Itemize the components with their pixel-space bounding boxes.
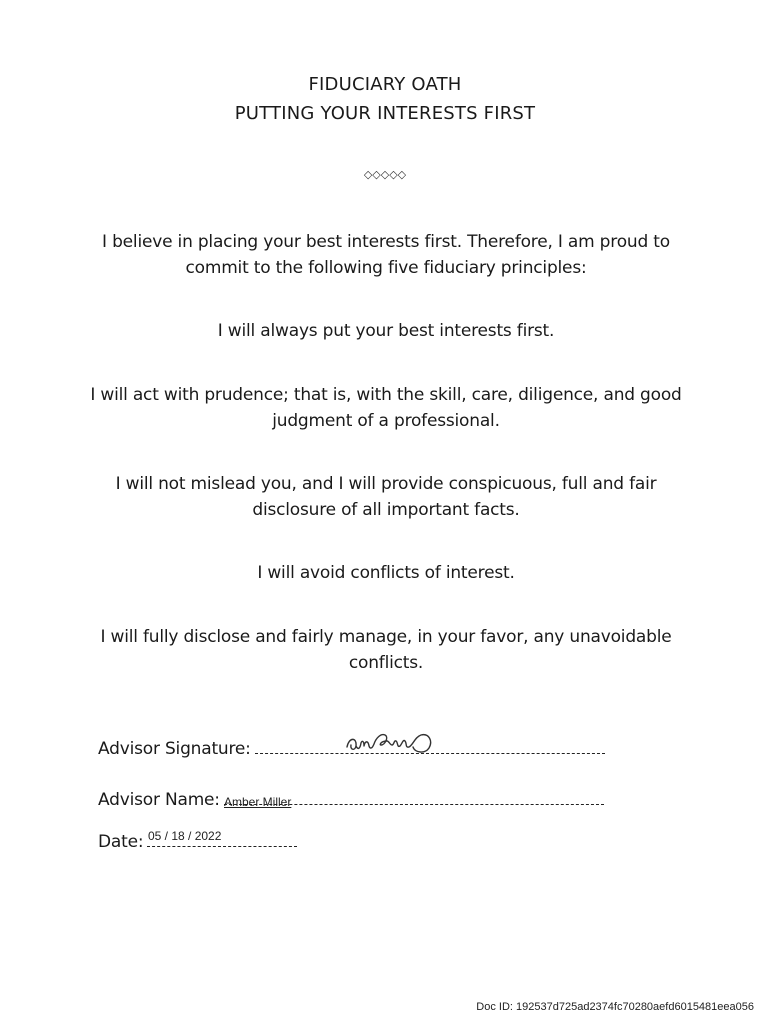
principle-prudence: I will act with prudence; that is, with the skill, care, diligence, and good judgment of a professional. (90, 385, 682, 431)
name-row (98, 790, 604, 810)
intro-paragraph: I believe in placing your best interests first. Therefore, I am proud to commit to the following five fiduciary principles: (102, 232, 670, 278)
date-label: Date: (98, 832, 144, 852)
handwritten-signature (343, 727, 435, 759)
name-label: Advisor Name: (98, 790, 220, 810)
oath-title-line-1: FIDUCIARY OATH (308, 74, 462, 95)
signature-label: Advisor Signature: (98, 739, 251, 759)
principle-disclosure: I will not mislead you, and I will provide conspicuous, full and fair disclosure of all important facts. (115, 474, 657, 520)
advisor-name-value: Amber Miller (224, 795, 292, 809)
diamond-ornament-icon: ◇◇◇◇◇ (363, 168, 407, 181)
oath-title-line-2: PUTTING YOUR INTERESTS FIRST (234, 103, 536, 124)
principle-avoid-conflicts: I will avoid conflicts of interest. (257, 563, 515, 583)
document-id: Doc ID: 192537d725ad2374fc70280aefd6015481eea056 (476, 1001, 754, 1013)
principle-manage-conflicts: I will fully disclose and fairly manage, in your favor, any unavoidable conflicts. (100, 627, 672, 673)
date-value: 05 / 18 / 2022 (148, 829, 222, 843)
principle-best-interests: I will always put your best interests first. (217, 321, 555, 341)
